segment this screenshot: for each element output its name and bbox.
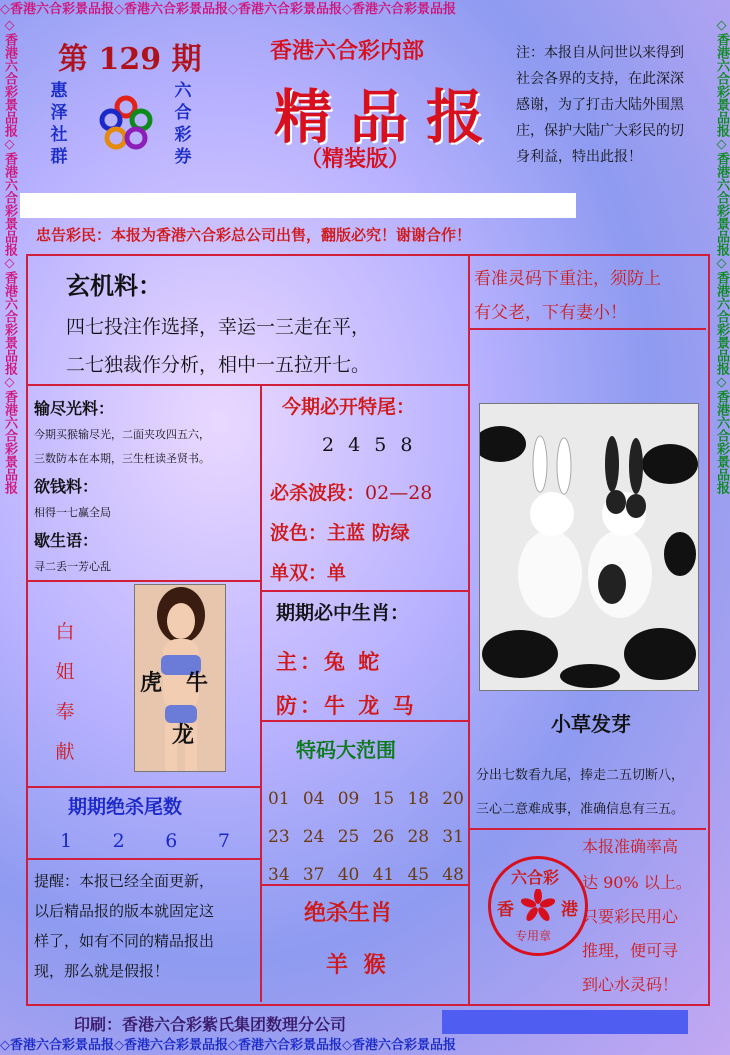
accuracy-line: 到心水灵码！: [582, 975, 679, 994]
side-char: 社: [50, 125, 68, 145]
range-number: 26: [372, 827, 395, 847]
kill-tail-numbers: [60, 830, 230, 852]
range-title: 特码大范围: [296, 738, 396, 762]
top-border-text: ◇香港六合彩景品报◇香港六合彩景品报◇香港六合彩景品报◇香港六合彩景品报: [0, 2, 456, 17]
divider: [26, 786, 262, 788]
warning-text: 忠告彩民：本报为香港六合彩总公司出售，翻版必究！谢谢合作！: [36, 226, 472, 244]
kill-zodiac-title: 绝杀生肖: [304, 900, 393, 926]
baijie-char: 奉: [55, 701, 75, 723]
divider: [26, 384, 470, 386]
official-seal: [488, 856, 588, 956]
note-line: 注：本报自从问世以来得到: [516, 45, 684, 61]
reminder-line: 现，那么就是假报！: [34, 962, 170, 980]
seal-left: 香: [497, 900, 514, 920]
note-line: 社会各界的支持，在此深深: [516, 71, 684, 87]
range-number: 09: [337, 789, 360, 809]
range-row: [268, 818, 464, 856]
header-right-side: [168, 80, 198, 168]
divider: [26, 580, 262, 582]
zodiac-title: 期期必中生肖：: [276, 602, 410, 624]
baijie-char: 姐: [55, 661, 75, 683]
accuracy-line: 推理，便可寻: [582, 941, 679, 960]
range-number: 40: [337, 865, 360, 885]
footer-blue-bar: [442, 1010, 688, 1034]
wave-color-line: 波色：主蓝 防绿: [270, 522, 410, 544]
want-money-title: 欲钱料：: [34, 477, 99, 496]
reminder-line: 样了，如有不同的精品报出: [34, 932, 215, 950]
reminder-line: 提醒：本报已经全面更新，: [34, 872, 215, 890]
kill-tail-number: 6: [165, 830, 178, 852]
page-title: 精品报: [274, 83, 503, 151]
divider: [468, 328, 706, 330]
issue-number: 第 129 期: [58, 42, 202, 77]
zodiac-main: 主：兔 蛇: [276, 649, 383, 674]
tail-numbers: 2 4 5 8: [322, 434, 417, 456]
rabbit-caption: 小草发芽: [551, 712, 631, 736]
range-number: 15: [372, 789, 395, 809]
odd-even-line: 单双：单: [270, 562, 347, 584]
printer-line: 印刷：香港六合彩紫氏集团数理分公司: [74, 1015, 347, 1034]
seal-right: 港: [561, 900, 578, 920]
saying-title: 歇生语：: [34, 531, 99, 550]
tail-title: 今期必开特尾：: [282, 396, 416, 418]
xuanji-title: 玄机料：: [66, 271, 162, 300]
saying-line: 寻二丢一芳心乱: [34, 560, 111, 573]
seal-top: 六合彩: [511, 868, 560, 887]
range-number: 45: [407, 865, 430, 885]
range-number: 25: [337, 827, 360, 847]
lose-all-line: 三数防本在本期，三生枉读圣贤书。: [34, 452, 210, 465]
left-border-text: ◇香港六合彩景品报◇香港六合彩景品报◇香港六合彩景品报◇香港六合彩景品报: [2, 18, 17, 494]
rabbits-photo: [479, 403, 699, 691]
range-number: 20: [442, 789, 464, 809]
accuracy-line: 达 90% 以上。: [582, 873, 692, 892]
range-number: 48: [442, 865, 464, 885]
header-left-side: [44, 80, 74, 168]
divider: [468, 254, 470, 1004]
kill-band-line: [270, 478, 432, 505]
right-top-line: 看准灵码下重注，须防上: [474, 269, 661, 289]
rabbit-text-line: 分出七数看九尾，捧走二五切断八，: [476, 768, 685, 783]
note-line: 身利益，特出此报！: [516, 149, 642, 165]
side-char: 群: [50, 147, 68, 167]
page-subtitle: （精装版）: [300, 146, 411, 172]
redaction-bar: [20, 193, 576, 218]
range-number: 28: [407, 827, 430, 847]
baijie-char: 白: [55, 621, 75, 643]
side-char: 合: [174, 103, 192, 123]
side-char: 惠: [50, 81, 68, 101]
header-note: [516, 40, 716, 170]
kill-zodiac-value: 羊 猴: [326, 952, 390, 978]
range-number: 41: [372, 865, 395, 885]
note-line: 庄，保护大陆广大彩民的切: [516, 123, 684, 139]
range-number: 01: [268, 789, 290, 809]
divider: [468, 828, 706, 830]
range-row: [268, 856, 464, 894]
kill-band-value: 02—28: [365, 482, 433, 504]
reminder: [34, 866, 260, 986]
reminder-line: 以后精品报的版本就固定这: [34, 902, 215, 920]
rabbit-text-line: 三心二意难成事，准确信息有三五。: [476, 802, 685, 817]
accuracy-line: 只要彩民用心: [582, 907, 679, 926]
note-line: 感谢，为了打击大陆外围黑: [516, 97, 684, 113]
lottery-logo-icon: [96, 94, 156, 154]
kill-tail-number: 1: [60, 830, 73, 852]
side-char: 券: [174, 147, 192, 167]
lose-all-title: 输尽光料：: [34, 399, 115, 418]
range-number: 37: [302, 865, 325, 885]
org-name: 香港六合彩内部: [270, 38, 425, 64]
photo-overlay-tiger: 虎: [140, 670, 163, 696]
kill-tail-number: 2: [112, 830, 125, 852]
range-number: 18: [407, 789, 430, 809]
xuanji-line: 四七投注作选择，幸运一三走在平，: [66, 316, 371, 338]
kill-tail-title: 期期绝杀尾数: [68, 796, 183, 818]
range-number: 24: [302, 827, 325, 847]
zodiac-guard: 防：牛 龙 马: [276, 693, 417, 718]
photo-overlay-dragon: 龙: [172, 722, 195, 748]
side-char: 六: [174, 81, 192, 101]
range-grid: [268, 780, 464, 894]
bauhinia-icon: [521, 889, 555, 923]
photo-overlay-ox: 牛: [186, 670, 209, 696]
right-top-line: 有父老，下有妻小！: [474, 303, 627, 323]
seal-bottom: 专用章: [515, 929, 552, 943]
kill-tail-number: 7: [217, 830, 230, 852]
accuracy-line: 本报准确率高: [582, 837, 679, 856]
range-number: 34: [268, 865, 290, 885]
divider: [260, 720, 470, 722]
kill-band-label: 必杀波段：: [270, 482, 366, 504]
divider: [260, 384, 262, 1002]
side-char: 泽: [50, 103, 68, 123]
baijie-char: 献: [55, 741, 75, 763]
bottom-border-text: ◇香港六合彩景品报◇香港六合彩景品报◇香港六合彩景品报◇香港六合彩景品报: [0, 1038, 456, 1053]
divider: [260, 590, 470, 592]
lose-all-line: 今期买猴输尽光，二面夹攻四五六，: [34, 428, 210, 441]
range-number: 31: [442, 827, 464, 847]
baijie-vertical: [52, 612, 78, 772]
warning-line: [36, 224, 471, 245]
divider: [26, 858, 262, 860]
want-money-line: 相得一七赢全局: [34, 506, 111, 519]
xuanji-line: 二七独裁作分析，相中一五拉开七。: [66, 354, 371, 376]
range-number: 04: [302, 789, 325, 809]
range-row: [268, 780, 464, 818]
range-number: 23: [268, 827, 290, 847]
right-border-text: ◇香港六合彩景品报◇香港六合彩景品报◇香港六合彩景品报◇香港六合彩景品报: [714, 18, 729, 494]
side-char: 彩: [174, 125, 192, 145]
